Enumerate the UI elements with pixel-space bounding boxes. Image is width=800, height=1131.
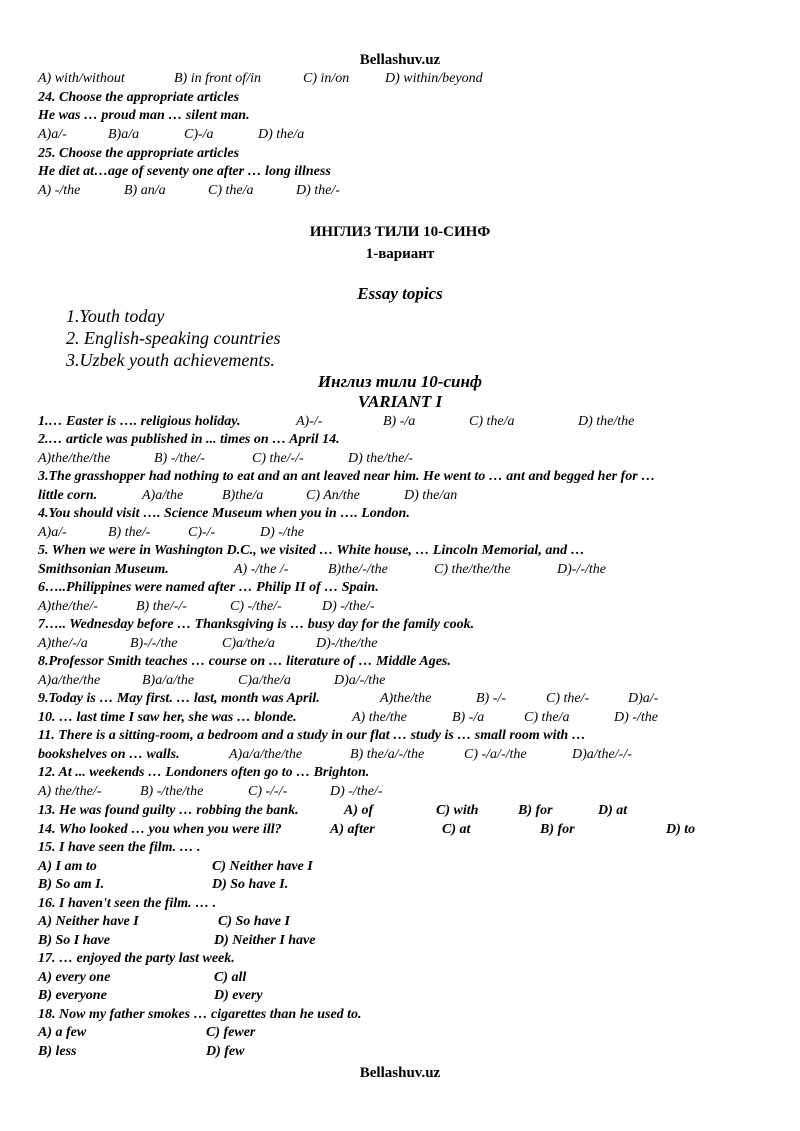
option: C) the/a [208, 183, 254, 198]
option: C) in/on [303, 71, 350, 86]
question-16-text: 16. I haven't seen the film. … . [38, 896, 217, 911]
option: C) -/the/- [230, 599, 282, 614]
question-5-line2 [38, 561, 606, 579]
option: B)the/a [222, 488, 264, 503]
question-text: Smithsonian Museum. [38, 562, 169, 577]
option: C) the/-/- [252, 451, 304, 466]
question-text: little corn. [38, 488, 98, 503]
option: D) few [206, 1044, 245, 1059]
option: C)-/a [184, 127, 214, 142]
q25-sentence: He diet at…age of seventy one after … long illness [38, 164, 331, 179]
option: B)the/-/the [328, 562, 388, 577]
option: A) the/the/- [38, 784, 102, 799]
option: B) in front of/in [174, 71, 261, 86]
question-text: 10. … last time I saw her, she was … blonde. [38, 710, 297, 725]
q25-title: 25. Choose the appropriate articles [38, 146, 240, 161]
option: B) the/- [108, 525, 151, 540]
section-title: ИНГЛИЗ ТИЛИ 10-СИНФ [309, 224, 491, 240]
question-18-text: 18. Now my father smokes … cigarettes than he used to. [38, 1007, 362, 1022]
question-15-text: 15. I have seen the film. … . [38, 840, 201, 855]
option: B) the/-/- [136, 599, 187, 614]
option: A)the/the [380, 691, 432, 706]
option: D) -/the [260, 525, 304, 540]
option: C) -/-/- [248, 784, 288, 799]
essay-topic: 3.Uzbek youth achievements. [66, 350, 275, 370]
option: A)a/- [38, 525, 67, 540]
question-4-text: 4.You should visit …. Science Museum when you in …. London. [38, 506, 410, 521]
option: C) Neither have I [212, 859, 313, 874]
option: B) -/the/- [154, 451, 205, 466]
section-variant: 1-вариант [365, 246, 435, 262]
option: C) An/the [306, 488, 360, 503]
option: D) the/the [578, 414, 635, 429]
option: B) an/a [124, 183, 166, 198]
question-3-text: 3.The grasshopper had nothing to eat and an ant leaved near him. He went to … ant and begged her for … [38, 469, 656, 484]
option: A) of [344, 803, 374, 818]
option: A)a/the [142, 488, 184, 503]
option: C)a/the/a [222, 636, 275, 651]
option: A)a/a/the/the [229, 747, 303, 762]
option: A)-/- [296, 414, 323, 429]
option: D)a/the/-/- [572, 747, 632, 762]
option: B) -/- [476, 691, 506, 706]
option: C) the/a [469, 414, 515, 429]
question-17-text: 17. … enjoyed the party last week. [38, 951, 235, 966]
option: D)-/the/the [316, 636, 378, 651]
question-1 [38, 413, 635, 431]
question-11-text: 11. There is a sitting-room, a bedroom and a study in our flat … study is … small room with … [38, 728, 586, 743]
option: B)a/a/the [142, 673, 195, 688]
option: B) So am I. [38, 877, 105, 892]
option: A) after [330, 822, 375, 837]
option: B) everyone [38, 988, 107, 1003]
option: A)a/the/the [38, 673, 101, 688]
q24-sentence: He was … proud man … silent man. [38, 108, 250, 123]
option: A) I am to [38, 859, 97, 874]
option: D) So have I. [212, 877, 289, 892]
option: A) -/the [38, 183, 81, 198]
question-11-line2 [38, 746, 632, 764]
option: B) less [38, 1044, 77, 1059]
question-text: 13. He was found guilty … robbing the bank. [38, 803, 299, 818]
option: A) the/the [352, 710, 407, 725]
question-6-text: 6…..Philippines were named after … Philip II of … Spain. [38, 580, 379, 595]
option: D) within/beyond [385, 71, 483, 86]
option: B) for [540, 822, 575, 837]
option: A) every one [38, 970, 111, 985]
page-footer: Bellashuv.uz [359, 1065, 441, 1081]
section2-variant: VARIANT I [357, 392, 443, 411]
option: A)the/-/a [38, 636, 88, 651]
option: B) for [518, 803, 553, 818]
option: A)a/- [38, 127, 67, 142]
option: D) -/the/- [322, 599, 375, 614]
option: C) at [442, 822, 471, 837]
option: B)-/-/the [130, 636, 178, 651]
question-10 [38, 709, 658, 727]
option: D) to [666, 822, 696, 837]
option: B) -/a [452, 710, 485, 725]
option: B) So I have [38, 933, 110, 948]
q24-title: 24. Choose the appropriate articles [38, 90, 240, 105]
option: B)a/a [108, 127, 140, 142]
question-8-text: 8.Professor Smith teaches … course on … literature of … Middle Ages. [38, 654, 451, 669]
option: A) with/without [38, 71, 125, 86]
page-header: Bellashuv.uz [359, 52, 441, 68]
essay-topic: 2. English-speaking countries [66, 328, 281, 348]
option: D) the/an [404, 488, 458, 503]
option: D) every [214, 988, 263, 1003]
question-text: 1.… Easter is …. religious holiday. [38, 414, 241, 429]
question-12-text: 12. At ... weekends … Londoners often go to … Brighton. [38, 765, 370, 780]
option: C) So have I [218, 914, 290, 929]
essay-topic: 1.Youth today [66, 306, 165, 326]
section2-title: Инглиз тили 10-синф [317, 372, 483, 391]
option: C) the/- [546, 691, 590, 706]
question-3-line2 [38, 487, 458, 505]
question-14 [38, 821, 696, 839]
question-5-text: 5. When we were in Washington D.C., we visited … White house, … Lincoln Memorial, and … [38, 543, 585, 558]
option: C) with [436, 803, 479, 818]
question-9 [38, 690, 659, 708]
question-7-text: 7….. Wednesday before … Thanksgiving is … busy day for the family cook. [38, 617, 475, 632]
question-text: 14. Who looked … you when you were ill? [38, 822, 282, 837]
option: C) fewer [206, 1025, 256, 1040]
option: B) the/a/-/the [350, 747, 425, 762]
option: D)a/- [628, 691, 659, 706]
option: C) -/a/-/the [464, 747, 527, 762]
option: C)-/- [188, 525, 216, 540]
essay-title: Essay topics [357, 284, 443, 303]
option: A)the/the/- [38, 599, 98, 614]
option: C) the/a [524, 710, 570, 725]
option: C) all [214, 970, 247, 985]
option: D) the/a [258, 127, 305, 142]
option: D) -/the [614, 710, 658, 725]
option: A) -/the /- [234, 562, 289, 577]
question-text: 9.Today is … May first. … last, month was April. [38, 691, 320, 706]
option: D) Neither I have [214, 933, 316, 948]
question-2-text: 2.… article was published in ... times on … April 14. [38, 432, 340, 447]
option: C)a/the/a [238, 673, 291, 688]
option: D)a/-/the [334, 673, 386, 688]
option: D)-/-/the [557, 562, 606, 577]
question-13 [38, 802, 628, 820]
option: D) the/- [296, 183, 340, 198]
option: C) the/the/the [434, 562, 511, 577]
option: B) -/a [383, 414, 416, 429]
option: D) -/the/- [330, 784, 383, 799]
option: A) Neither have I [38, 914, 139, 929]
option: D) the/the/- [348, 451, 413, 466]
option: D) at [598, 803, 628, 818]
option: B) -/the/the [140, 784, 204, 799]
question-text: bookshelves on … walls. [38, 747, 180, 762]
option: A)the/the/the [38, 451, 111, 466]
option: A) a few [38, 1025, 87, 1040]
